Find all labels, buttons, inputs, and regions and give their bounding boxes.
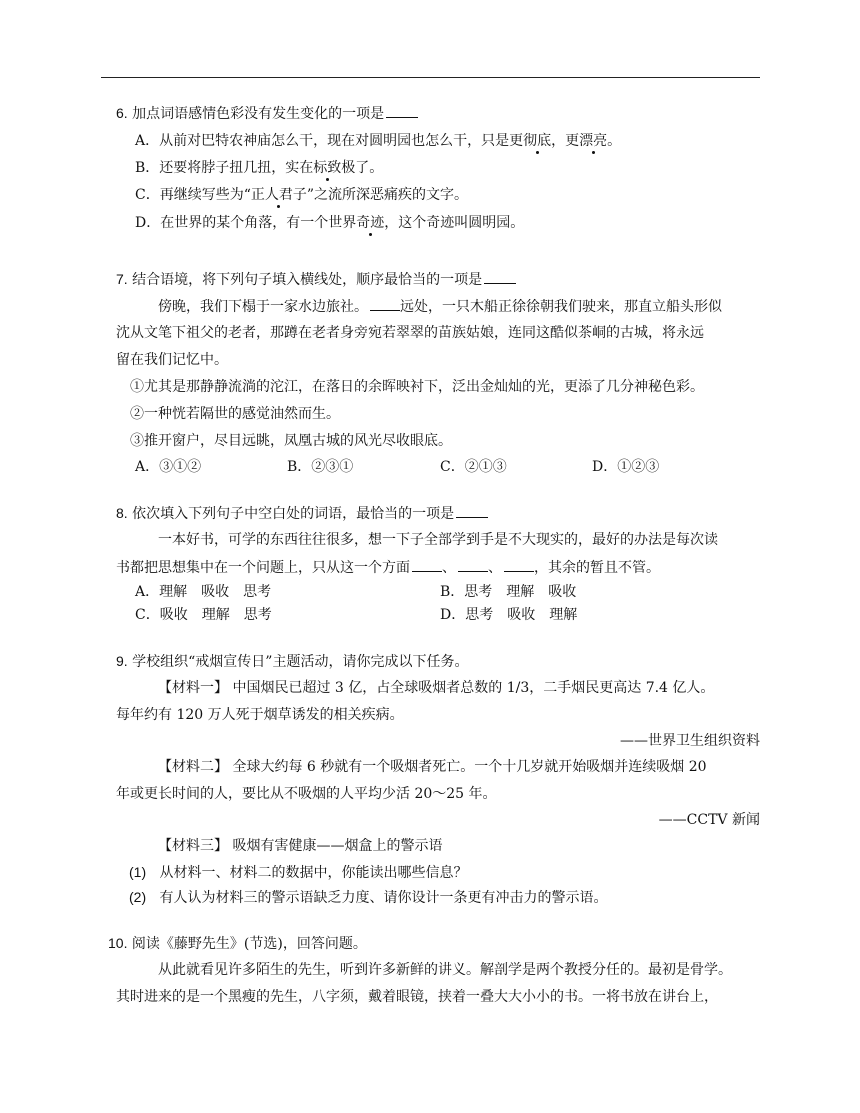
q9-stem: 9. 学校组织“戒烟宣传日”主题活动，请你完成以下任务。 [116, 653, 469, 670]
q7-item-1: ①尤其是那静静流淌的沱江，在落日的余晖映衬下，泛出金灿灿的光，更添了几分神秘色彩。 [130, 379, 704, 395]
q9-subquestion-1: (1) 从材料一、材料二的数据中，你能读出哪些信息？ [129, 864, 468, 881]
q9-material-2-line2: 年或更长时间的人，要比从不吸烟的人平均少活 20～25 年。 [116, 786, 497, 802]
q8-option-b: B．思考 理解 吸收 [440, 584, 577, 600]
q6-stem: 6. 加点词语感情色彩没有发生变化的一项是 [116, 103, 418, 124]
fill-blank[interactable] [370, 296, 400, 311]
q10-stem: 10. 阅读《藤野先生》(节选)，回答问题。 [108, 935, 367, 952]
q8-option-c: C．吸收 理解 思考 [135, 607, 272, 623]
q6-option-d: D．在世界的某个角落，有一个世界奇迹，这个奇迹叫圆明园。 [135, 215, 525, 231]
dotted-word: 奇迹 [356, 215, 385, 231]
q8-stem: 8. 依次填入下列句子中空白处的词语，最恰当的一项是 [116, 503, 488, 524]
dotted-word: 彻底 [523, 133, 552, 149]
fill-blank-1[interactable] [412, 557, 442, 572]
q8-passage-line1: 一本好书，可学的东西往往很多，想一下子全部学到手是不大现实的，最好的办法是每次读 [158, 532, 718, 548]
q8-option-d: D．思考 吸收 理解 [440, 607, 578, 623]
q7-stem: 7. 结合语境，将下列句子填入横线处，顺序最恰当的一项是 [116, 269, 516, 290]
q7-option-b: B．②③① [287, 459, 354, 475]
dotted-word: 标致 [313, 160, 342, 176]
q7-item-2: ②一种恍若隔世的感觉油然而生。 [130, 406, 340, 422]
q8-option-a: A．理解 吸收 思考 [135, 584, 272, 600]
q7-option-c: C．②①③ [440, 459, 507, 475]
q7-passage-line3: 留在我们记忆中。 [116, 352, 228, 368]
fill-blank-2[interactable] [458, 557, 488, 572]
q9-material-1-line2: 每年约有 120 万人死于烟草诱发的相关疾病。 [116, 707, 404, 723]
q9-material-2-source: ——CCTV 新闻 [658, 812, 760, 828]
q7-passage-line1: 傍晚，我们下榻于一家水边旅社。 远处，一只木船正徐徐朝我们驶来，那直立船头形似 [158, 296, 722, 317]
q7-item-3: ③推开窗户，尽目远眺，凤凰古城的风光尽收眼底。 [130, 433, 452, 449]
fill-blank-3[interactable] [504, 557, 534, 572]
q10-passage-line2: 其时进来的是一个黑瘦的先生，八字须，戴着眼镜，挟着一叠大大小小的书。一将书放在讲台上， [116, 989, 718, 1005]
dotted-word: 正人君子 [250, 187, 307, 203]
dotted-word: 漂亮 [579, 133, 608, 149]
q6-option-a: A．从前对巴特农神庙怎么干，现在对圆明园也怎么干，只是更彻底，更漂亮。 [135, 133, 622, 149]
answer-blank[interactable] [484, 269, 516, 284]
q7-option-d: D．①②③ [592, 459, 660, 475]
q6-option-b: B．还要将脖子扭几扭，实在标致极了。 [135, 160, 384, 176]
q9-material-2-line1: 【材料二】 全球大约每 6 秒就有一个吸烟者死亡。一个十几岁就开始吸烟并连续吸烟 20 [158, 759, 707, 775]
q9-material-3: 【材料三】 吸烟有害健康——烟盒上的警示语 [158, 838, 443, 854]
q7-option-a: A．③①② [135, 459, 202, 475]
q9-material-1-line1: 【材料一】 中国烟民已超过 3 亿，占全球吸烟者总数的 1/3，二手烟民更高达 7.4 亿人。 [158, 680, 715, 696]
q9-subquestion-2: (2) 有人认为材料三的警示语缺乏力度、请你设计一条更有冲击力的警示语。 [129, 889, 608, 906]
answer-blank[interactable] [386, 103, 418, 118]
q7-passage-line2: 沈从文笔下祖父的老者，那蹲在老者身旁宛若翠翠的苗族姑娘，连同这酷似茶峒的古城，将永远 [116, 325, 704, 341]
q6-option-c: C．再继续写些为“正人君子”之流所深恶痛疾的文字。 [135, 187, 469, 203]
answer-blank[interactable] [456, 503, 488, 518]
q10-passage-line1: 从此就看见许多陌生的先生，听到许多新鲜的讲义。解剖学是两个教授分任的。最初是骨学。 [158, 962, 732, 978]
q8-passage-line2: 书都把思想集中在一个问题上，只从这一个方面 、 、 ，其余的暂且不管。 [116, 557, 660, 578]
q9-material-1-source: ——世界卫生组织资料 [620, 733, 760, 749]
